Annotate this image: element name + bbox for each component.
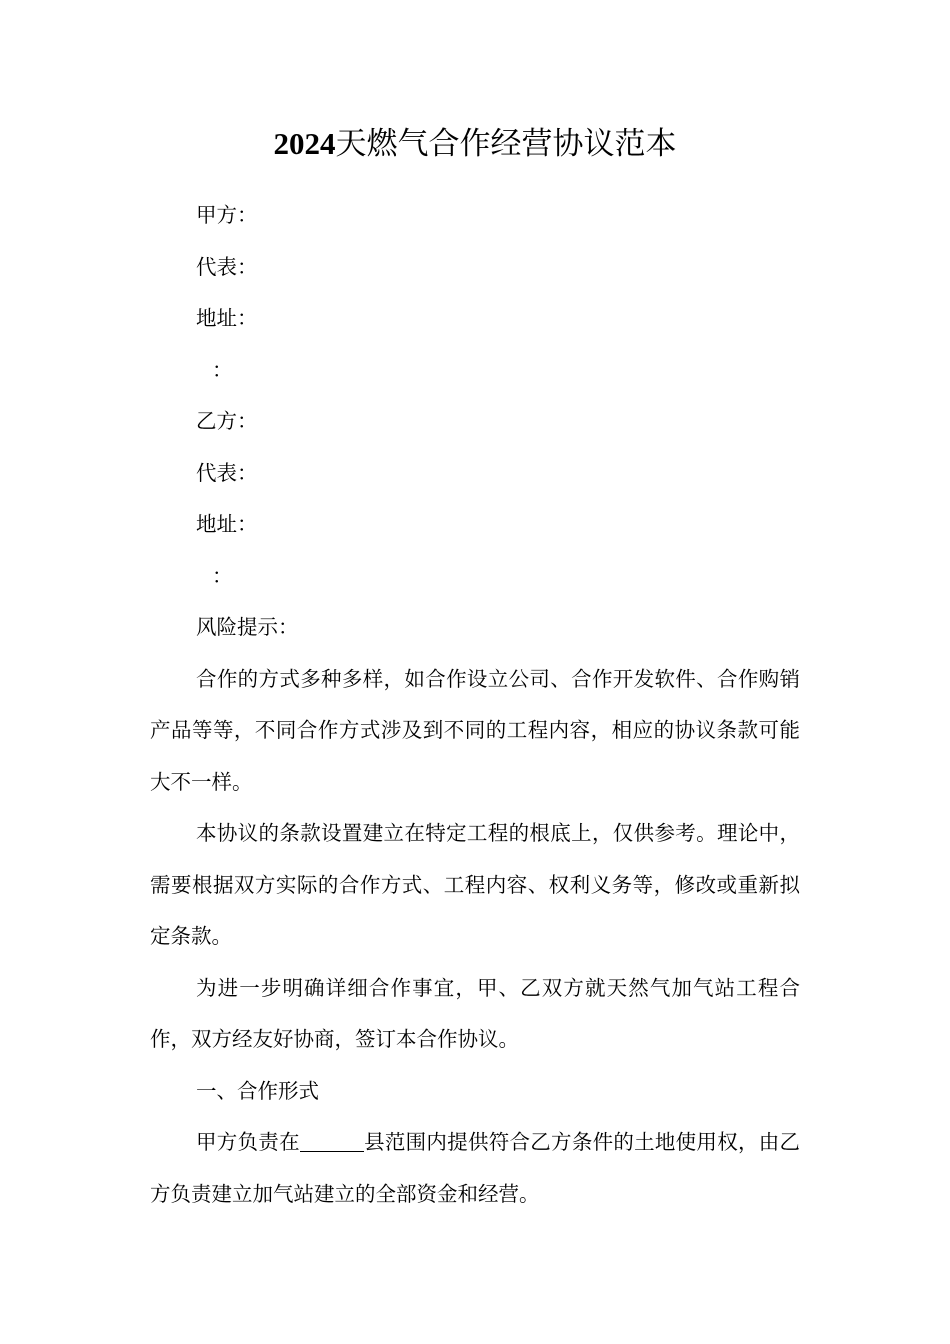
- risk-heading: 风险提示：: [196, 615, 299, 639]
- document-title: [150, 122, 800, 166]
- party-b-address: 地址：: [196, 512, 258, 536]
- county-blank-field: [300, 1131, 364, 1153]
- paragraph-terms-reference: 本协议的条款设置建立在特定工程的根底上，仅供参考。理论中，需要根据双方实际的合作方式、工程内容、权利义务等，修改或重新拟定条款。: [150, 821, 800, 948]
- party-b-label: 乙方：: [196, 409, 258, 433]
- document-body: [150, 190, 800, 1220]
- party-a-address: 地址：: [196, 306, 258, 330]
- party-b-representative: 代表：: [196, 460, 258, 485]
- title-year: 2024: [273, 126, 336, 161]
- paragraph-cooperation-modes: 合作的方式多种多样，如合作设立公司、合作开发软件、合作购销产品等等，不同合作方式涉及到不同的工程内容，相应的协议条款可能大不一样。: [150, 666, 800, 794]
- section-1-text-after: 县范围内提供符合乙方条件的土地使用权，由乙方负责建立加气站建立的全部资金和经营。: [150, 1130, 801, 1206]
- title-text: 天燃气合作经营协议范本: [335, 126, 677, 162]
- section-1-heading: 一、合作形式: [196, 1078, 319, 1103]
- section-1-paragraph: [150, 1117, 800, 1220]
- party-a-representative: 代表：: [196, 254, 258, 279]
- section-1-text-before: 甲方负责在: [196, 1130, 300, 1154]
- party-b-extra-field: ：: [212, 563, 233, 588]
- party-a-extra-field: ：: [212, 357, 233, 382]
- paragraph-agreement-purpose: 为进一步明确详细合作事宜，甲、乙双方就天然气加气站工程合作，双方经友好协商，签订本合作协议。: [150, 975, 800, 1051]
- party-a-label: 甲方：: [196, 203, 258, 227]
